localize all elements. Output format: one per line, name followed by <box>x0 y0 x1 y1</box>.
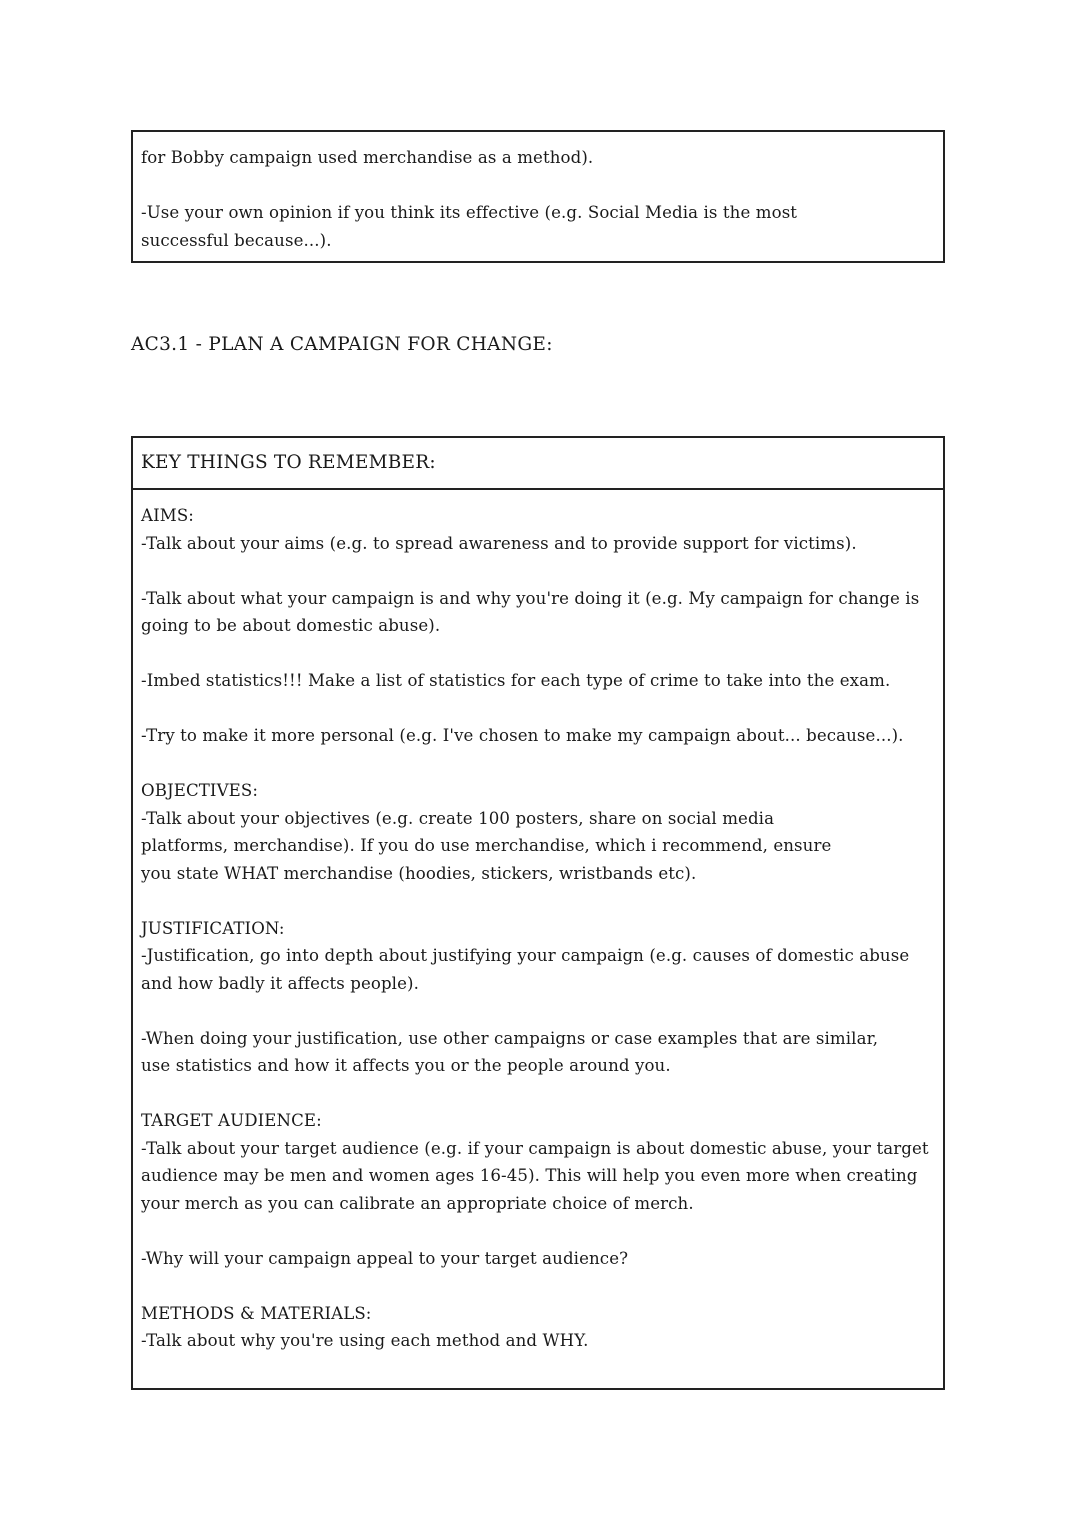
audience-section <box>141 1107 935 1217</box>
audience-point: -Why will your campaign appeal to your target audience? <box>141 1248 629 1268</box>
objectives-label: OBJECTIVES: <box>141 781 259 800</box>
notes-paragraph: for Bobby campaign used merchandise as a method). <box>141 148 594 167</box>
methods-label: METHODS & MATERIALS: <box>141 1303 372 1323</box>
justification-label: JUSTIFICATION: <box>141 918 285 938</box>
aims-point: -Talk about your aims (e.g. to spread awareness and to provide support for victims). <box>141 533 857 553</box>
aims-point: -Try to make it more personal (e.g. I've chosen to make my campaign about... because...). <box>141 726 904 745</box>
objectives-section <box>141 777 866 887</box>
aims-section <box>141 502 935 557</box>
key-things-box <box>131 436 945 1390</box>
methods-point: -Talk about why you're using each method and WHY. <box>141 1331 589 1350</box>
aims-point: -Talk about what your campaign is and why you're doing it (e.g. My campaign for change is going to be about domestic abuse). <box>141 588 920 635</box>
justification-point: -Justification, go into depth about justifying your campaign (e.g. causes of domestic abuse and how badly it affects people). <box>141 946 910 993</box>
continued-notes-box <box>131 130 945 263</box>
notes-paragraph: -Use your own opinion if you think its effective (e.g. Social Media is the most successful because...). <box>141 203 798 250</box>
audience-point: -Talk about your target audience (e.g. if your campaign is about domestic abuse, your target audience may be men and women ages 16-45). This will help you even more when creating your merch as you can calibrate an appropriate choice of merch. <box>141 1138 929 1213</box>
objectives-point: -Talk about your objectives (e.g. create 100 posters, share on social media platforms, merchandise). If you do use merchandise, which i recommend, ensure you state WHAT merchandise (hoodies, stickers, wristbands etc). <box>141 808 832 883</box>
justification-point: -When doing your justification, use other campaigns or case examples that are similar, use statistics and how it affects you or the people around you. <box>141 1028 879 1075</box>
justification-section <box>141 915 935 998</box>
aims-label: AIMS: <box>141 506 194 525</box>
key-things-header: KEY THINGS TO REMEMBER: <box>133 438 943 490</box>
methods-section <box>141 1300 935 1355</box>
audience-label: TARGET AUDIENCE: <box>141 1111 322 1130</box>
key-things-body <box>133 490 943 1355</box>
section-heading: AC3.1 - PLAN A CAMPAIGN FOR CHANGE: <box>131 334 553 355</box>
aims-point: -Imbed statistics!!! Make a list of statistics for each type of crime to take into the exam. <box>141 671 891 690</box>
